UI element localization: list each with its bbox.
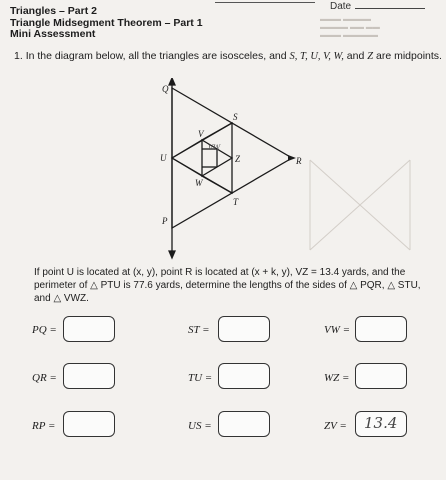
ray-arrow-r [288,155,296,161]
question-text-and: and [343,50,368,62]
answer-box-wz[interactable] [355,363,407,389]
answer-box-pq[interactable] [63,316,115,342]
bleed-through-text: ▬▬▬ ▬▬▬▬ ▬▬▬▬ ▬▬ ▬▬ ▬▬▬ ▬▬▬▬▬ [320,16,380,39]
label-v: V [198,129,204,139]
label-z: Z [235,154,241,164]
label-st: ST = [188,324,210,336]
label-r: R [296,156,302,166]
label-pq: PQ = [32,324,57,336]
answer-box-tu[interactable] [218,363,270,389]
label-us: US = [188,420,212,432]
label-w: W [195,178,203,188]
question-last-midpoint: Z [367,51,374,62]
question-number: 1. [14,50,23,62]
label-q: Q [162,84,169,94]
label-s: S [233,112,238,122]
question-text-suffix: are midpoints. [373,50,442,62]
question-1 [14,50,442,62]
question-midpoints: S, T, U, V, W, [289,51,344,62]
segment-wt [202,176,232,193]
answer-box-us[interactable] [218,411,270,437]
segment-vs [202,123,232,140]
label-wz: WZ = [324,372,350,384]
axis-arrow-down [169,251,175,258]
header-subtitle: Triangle Midsegment Theorem – Part 1 [10,17,203,29]
answer-box-rp[interactable] [63,411,115,437]
answer-box-st[interactable] [218,316,270,342]
triangle-diagram [140,78,320,260]
question-text-prefix: In the diagram below, all the triangles are isosceles, and [25,50,290,62]
answer-box-zv[interactable] [355,411,407,437]
label-t: T [233,197,239,207]
segment-uw [172,158,202,176]
name-line [215,2,315,3]
answer-box-qr[interactable] [63,363,115,389]
header-assessment: Mini Assessment [10,28,96,40]
label-vw: VW = [324,324,351,336]
bleed-through-sketch [300,150,420,263]
date-field[interactable] [330,0,425,12]
label-rp: RP = [32,420,56,432]
label-u: U [160,153,167,163]
problem-paragraph: If point U is located at (x, y), point R is located at (x + k, y), VZ = 13.4 yards, and the perimeter of △ PTU is 77.6 yards, determine the lengths of the sides of △ PQR, △ STU, and △ VWZ. [34,267,421,304]
label-zv: ZV = [324,420,347,432]
answer-box-vw[interactable] [355,316,407,342]
label-p: P [162,216,168,226]
handwritten-answer-zv: 13.4 [364,414,398,432]
handwritten-annotation: VW [208,144,221,152]
segment-uv [172,140,202,158]
label-tu: TU = [188,372,213,384]
header-title: Triangles – Part 2 [10,5,97,17]
date-label: Date [330,1,352,12]
axis-arrow-up [169,78,175,85]
label-qr: QR = [32,372,57,384]
